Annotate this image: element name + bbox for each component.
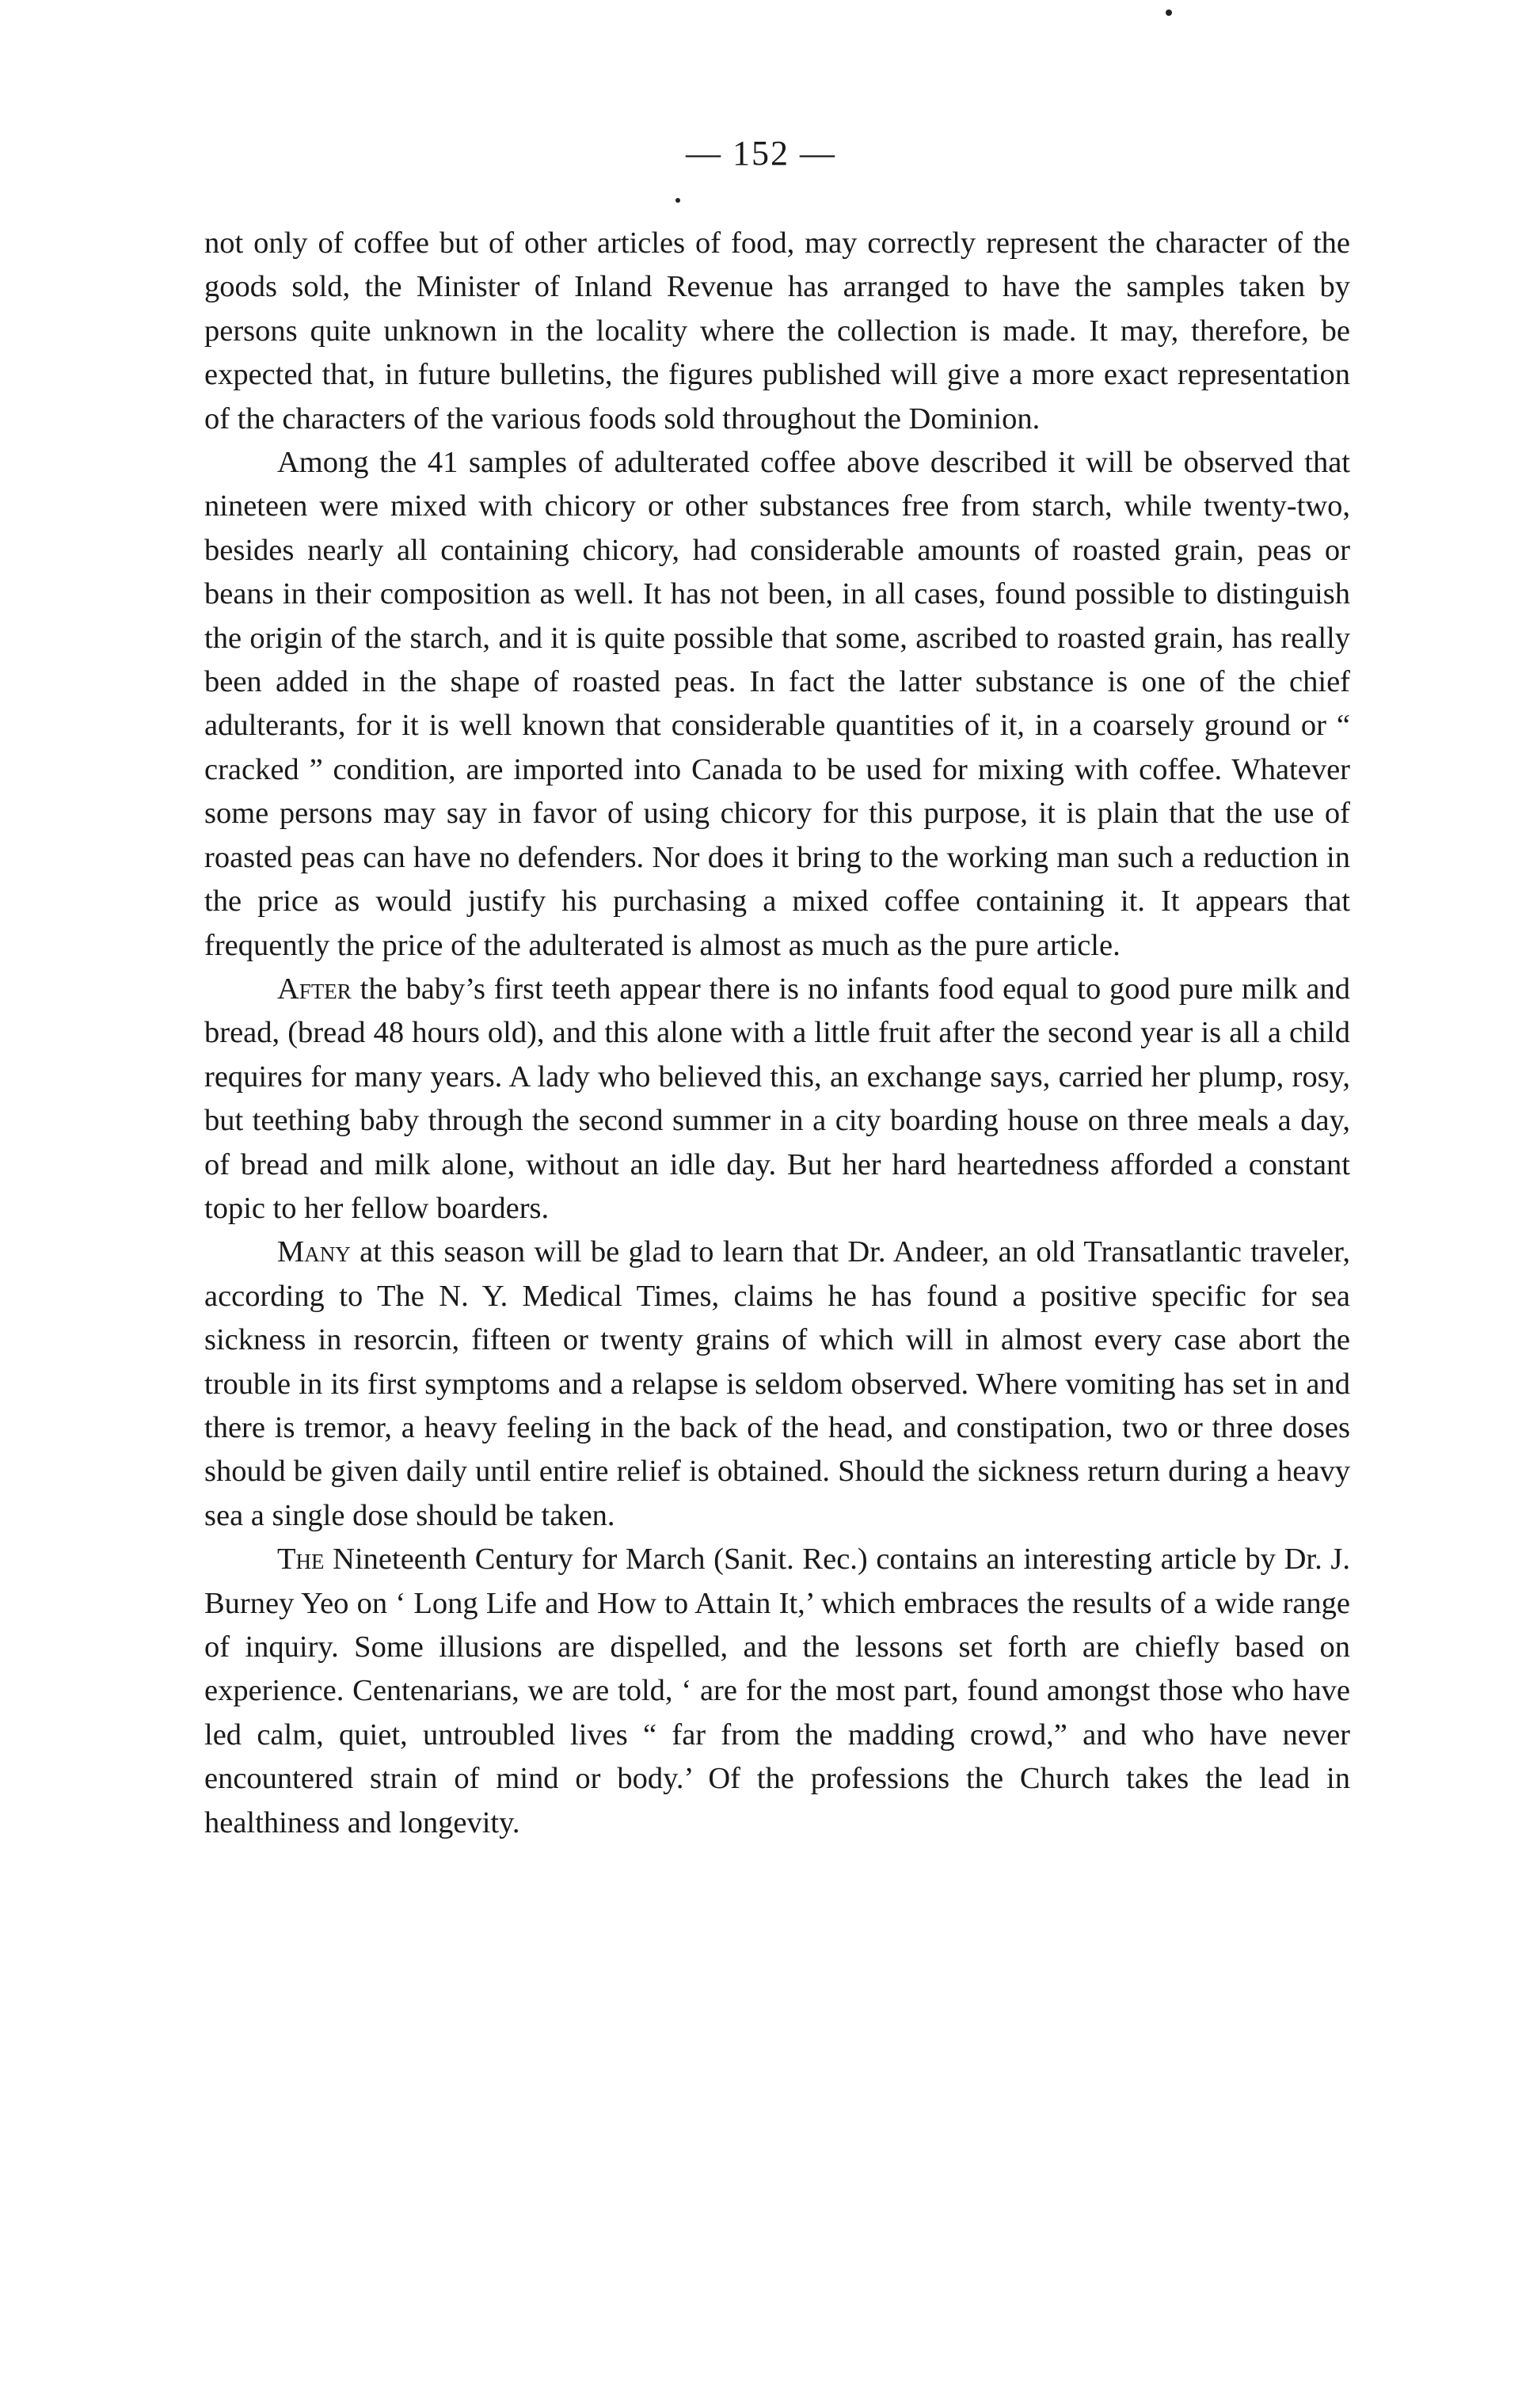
paragraph-text: not only of coffee but of other articles of food, may correctly represent the character of the goods sold, the Minister of Inland Revenue has arranged to have the samples taken by persons quite unknown in the locality where the collection is made. It may, therefore, be expected that, in future bulletins, the figures published will give a more exact representation of the characters of the various foods sold throughout the Dominion. <box>204 226 1350 436</box>
paragraph-lead-word: Many <box>277 1235 351 1269</box>
ink-speck <box>675 198 680 203</box>
body-text <box>204 222 1350 1845</box>
paragraph-text: the baby’s first teeth appear there is no infants food equal to good pure milk and bread, (bread 48 hours old), and this alone with a little fruit after the second year is all a child requires for many years. A lady who believed this, an exchange says, carried her plump, rosy, but teething baby through the second summer in a city boarding house on three meals a day, of bread and milk alone, without an idle day. But her hard heartedness afforded a constant topic to her fellow boarders. <box>204 972 1350 1225</box>
paragraph-text: at this season will be glad to learn that Dr. Andeer, an old Transatlantic traveler, according to The N. Y. Medical Times, claims he has found a positive specific for sea sickness in resorcin, fifteen or twenty grains of which will in almost every case abort the trouble in its first symptoms and a relapse is seldom observed. Where vomiting has set in and there is tremor, a heavy feeling in the back of the head, and constipation, two or three doses should be given daily until entire relief is obtained. Should the sickness return during a heavy sea a single dose should be taken. <box>204 1235 1350 1532</box>
paragraph-text: Among the 41 samples of adulterated coffee above described it will be observed that nineteen were mixed with chicory or other substances free from starch, while twenty-two, besides nearly all containing chicory, had considerable amounts of roasted grain, peas or beans in their composition as well. It has not been, in all cases, found possible to distinguish the origin of the starch, and it is quite possible that some, ascribed to roasted grain, has really been added in the shape of roasted peas. In fact the latter substance is one of the chief adulterants, for it is well known that considerable quantities of it, in a coarsely ground or “ cracked ” condition, are imported into Canada to be used for mixing with coffee. Whatever some persons may say in favor of using chicory for this purpose, it is plain that the use of roasted peas can have no defenders. Nor does it bring to the working man such a reduction in the price as would justify his purchasing a mixed coffee containing it. It appears that frequently the price of the adulterated is almost as much as the pure article. <box>204 446 1350 962</box>
ink-speck <box>1166 10 1172 16</box>
paragraph-lead-word: The <box>277 1543 325 1577</box>
paragraph-lead-word: After <box>277 972 352 1006</box>
paragraph-adulterated-coffee <box>204 441 1350 968</box>
paragraph-text: Nineteenth Century for March (Sanit. Rec.) contains an interesting article by Dr. J. Burney Yeo on ‘ Long Life and How to Attain It,’ which embraces the results of a wide range of inquiry. Some illusions are dispelled, and the lessons set forth are chiefly based on experience. Centenarians, we are told, ‘ are for the most part, found amongst those who have led calm, quiet, untroubled lives “ far from the madding crowd,” and who have never encountered strain of mind or body.’ Of the professions the Church takes the lead in healthiness and longevity. <box>204 1543 1350 1839</box>
paragraph-coffee-continuation <box>204 222 1350 441</box>
paragraph-sea-sickness <box>204 1231 1350 1538</box>
paragraph-long-life <box>204 1538 1350 1845</box>
paragraph-baby-food <box>204 968 1350 1231</box>
page-number: — 152 — <box>686 134 836 173</box>
